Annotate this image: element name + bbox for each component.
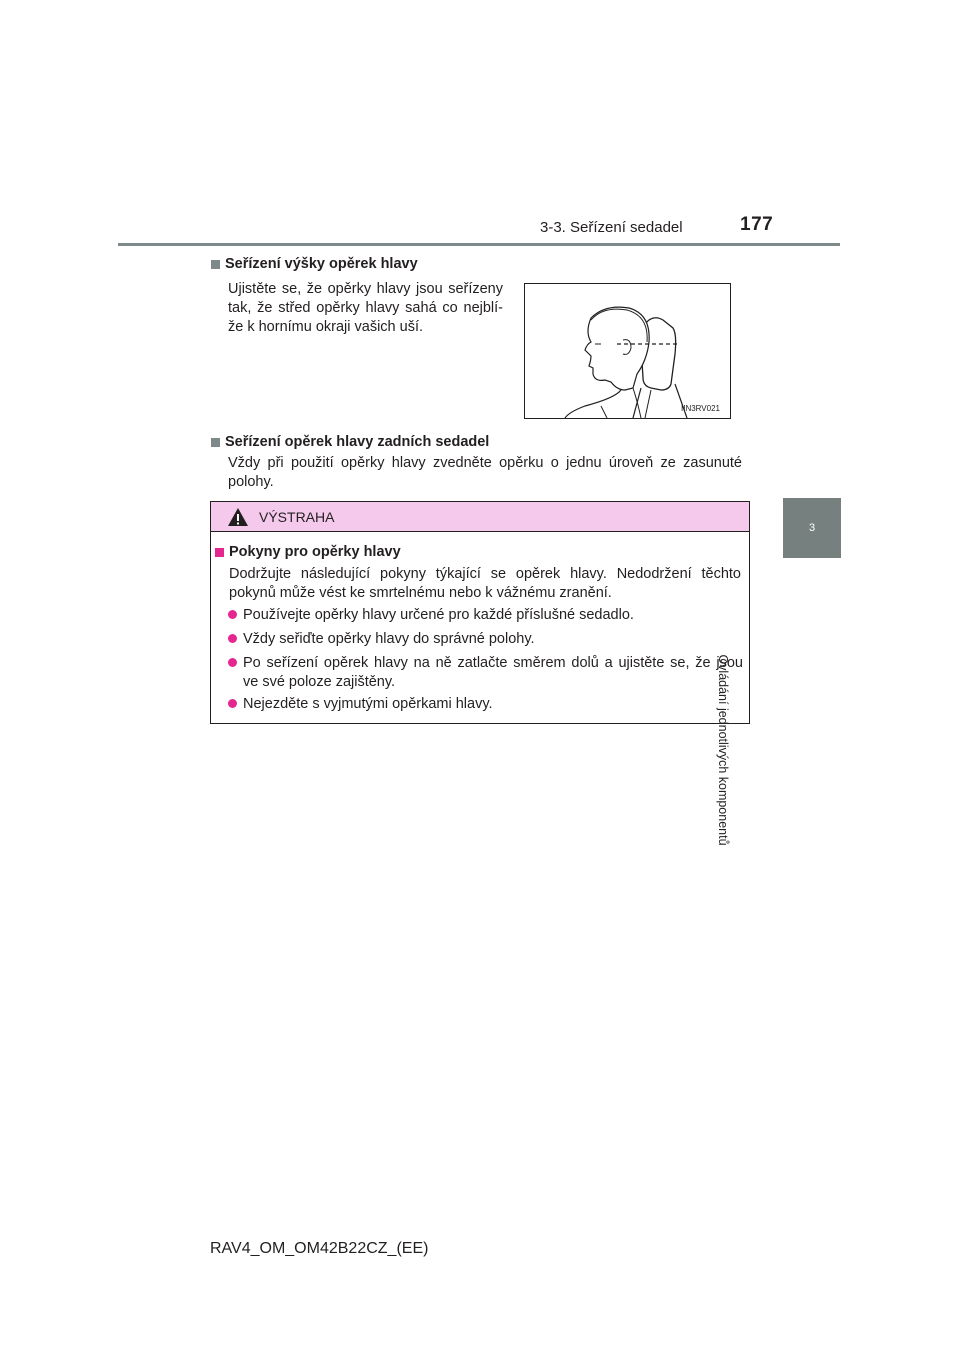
paragraph-line: polohy. [228, 474, 274, 490]
paragraph-line: pokynů může vést ke smrtelnému nebo k vážnému zranění. [229, 585, 612, 601]
warning-subheading-text: Pokyny pro opěrky hlavy [229, 544, 401, 560]
section-heading-rear-headrests [211, 434, 489, 450]
warning-box [210, 501, 750, 724]
warning-list-item [228, 606, 743, 625]
list-item-line: Vždy seřiďte opěrky hlavy do správné polohy. [243, 631, 535, 647]
warning-list-item [228, 654, 743, 692]
warning-intro [229, 565, 741, 603]
running-header-section: 3-3. Seřízení sedadel [540, 219, 683, 236]
list-item-line: Po seřízení opěrek hlavy na ně zatlačte směrem dolů a ujistěte se, že jsou [243, 655, 743, 671]
chapter-tab [783, 498, 841, 558]
warning-header [211, 502, 749, 532]
paragraph-line: Vždy při použití opěrky hlavy zvedněte opěrku o jednu úroveň ze zasunuté [228, 455, 742, 471]
page-number: 177 [740, 214, 774, 235]
warning-list-item [228, 630, 743, 649]
headrest-head-profile-icon [525, 284, 730, 418]
headrest-illustration [524, 283, 731, 419]
figure-code: IIN3RV021 [681, 404, 720, 413]
round-bullet-icon [228, 699, 237, 708]
header-rule [118, 243, 840, 246]
paragraph-line: že k hornímu okraji vašich uší. [228, 319, 424, 335]
warning-title: VÝSTRAHA [259, 508, 335, 525]
round-bullet-icon [228, 610, 237, 619]
square-bullet-icon [211, 438, 220, 447]
square-bullet-icon [215, 548, 224, 557]
list-item-line: ve své poloze zajištěny. [243, 674, 396, 690]
section1-paragraph [228, 280, 503, 337]
list-item-line: Používejte opěrky hlavy určené pro každé příslušné sedadlo. [243, 607, 634, 623]
section-heading-text: Seřízení opěrek hlavy zadních sedadel [225, 434, 490, 450]
section-heading-headrest-height [211, 256, 418, 272]
paragraph-line: Ujistěte se, že opěrky hlavy jsou seřízeny [228, 281, 503, 297]
chapter-number: 3 [808, 522, 816, 534]
list-item-line: Nejezděte s vyjmutými opěrkami hlavy. [243, 696, 493, 712]
paragraph-line: tak, že střed opěrky hlavy sahá co nejblí- [228, 300, 503, 316]
warning-subheading [215, 544, 401, 560]
section2-paragraph [228, 454, 742, 492]
warning-list-item [228, 695, 743, 714]
document-code: RAV4_OM_OM42B22CZ_(EE) [210, 1240, 429, 1257]
square-bullet-icon [211, 260, 220, 269]
round-bullet-icon [228, 634, 237, 643]
paragraph-line: Dodržujte následující pokyny týkající se opěrek hlavy. Nedodržení těchto [229, 566, 741, 582]
warning-triangle-icon [227, 507, 249, 527]
round-bullet-icon [228, 658, 237, 667]
chapter-title-vertical: Ovládání jednotlivých komponentů [716, 654, 730, 846]
section-heading-text: Seřízení výšky opěrek hlavy [225, 256, 418, 272]
